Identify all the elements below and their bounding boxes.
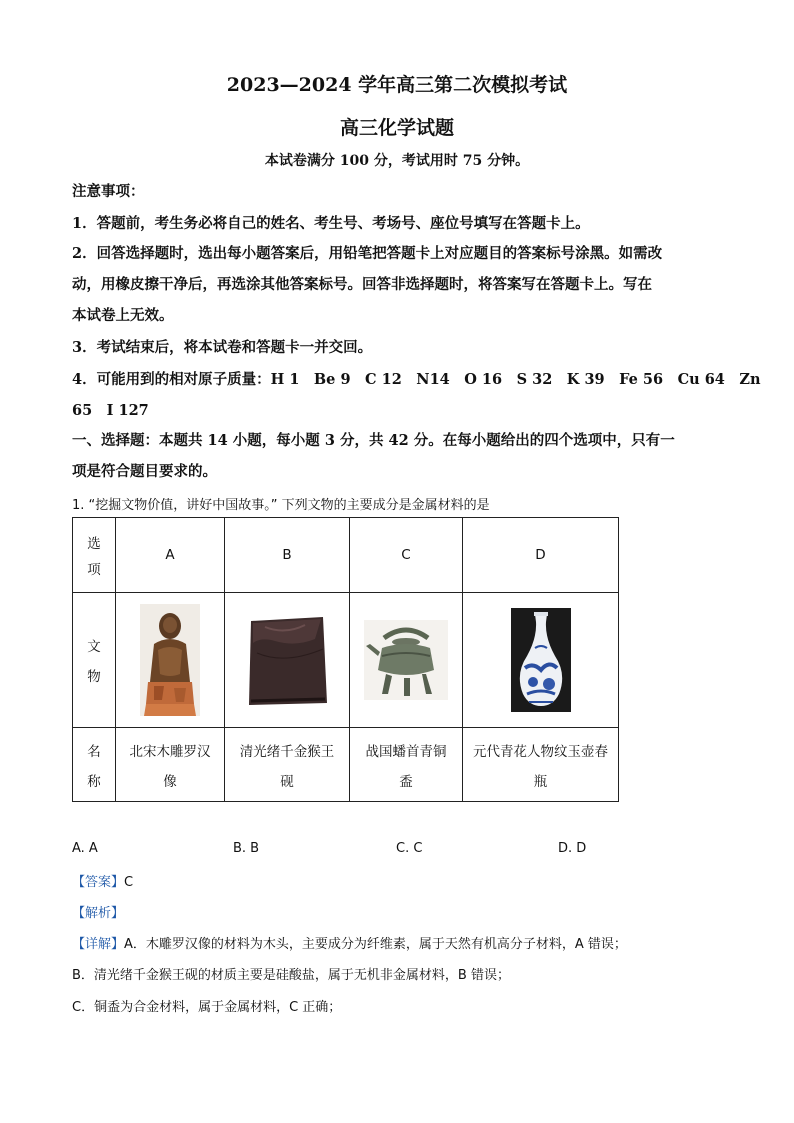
notice-item-2-line-3: 本试卷上无效。 [72, 307, 174, 324]
relic-name-b: 清光绪千金猴王 砚 [225, 728, 350, 802]
choice-c: C. C [396, 841, 423, 856]
relic-name-d: 元代青花人物纹玉壶春 瓶 [463, 728, 619, 802]
exam-note: 本试卷满分 100 分，考试用时 75 分钟。 [264, 153, 530, 169]
inkstone-image [245, 613, 329, 707]
choice-b: B. B [233, 841, 260, 856]
option-a-header: A [116, 518, 225, 593]
relics-table [72, 517, 619, 802]
row-header-options: 选 项 [73, 518, 116, 593]
table-row-options [73, 518, 619, 593]
wooden-arhat-statue-image [140, 604, 200, 716]
blue-white-vase-image [511, 608, 571, 712]
row-header-names: 名 称 [73, 728, 116, 802]
choice-d: D. D [558, 841, 587, 856]
notice-item-3: 3．考试结束后，将本试卷和答题卡一并交回。 [72, 339, 373, 356]
answer-value: C [124, 875, 134, 890]
option-b-header: B [225, 518, 350, 593]
question-stem: 1. “挖掘文物价值，讲好中国故事。” 下列文物的主要成分是金属材料的是 [72, 498, 490, 513]
relic-image-cell-b [225, 593, 350, 728]
detail-c: C．铜盉为合金材料，属于金属材料，C 正确； [72, 1000, 342, 1015]
relic-name-c: 战国蟠首青铜 盉 [350, 728, 463, 802]
notice-item-1: 1．答题前，考生务必将自己的姓名、考生号、考场号、座位号填写在答题卡上。 [72, 215, 590, 232]
relic-image-cell-d [463, 593, 619, 728]
notice-item-2-line-2: 动，用橡皮擦干净后，再选涂其他答案标号。回答非选择题时，将答案写在答题卡上。写在 [72, 276, 652, 293]
answer-line [72, 871, 724, 890]
relic-image-cell-a [116, 593, 225, 728]
option-c-header: C [350, 518, 463, 593]
table-row-relics [73, 593, 619, 728]
exam-title: 2023—2024 学年高三第二次模拟考试 [226, 74, 568, 96]
relic-image-cell-c [350, 593, 463, 728]
analysis-label: 【解析】 [72, 906, 125, 921]
subject-title: 高三化学试题 [339, 117, 454, 139]
notice-item-4-line-1: 4．可能用到的相对原子质量：H 1 Be 9 C 12 N14 O 16 S 32 K 39 Fe 56 Cu 64 Zn [72, 371, 761, 388]
option-d-header: D [463, 518, 619, 593]
notice-heading: 注意事项： [72, 183, 145, 200]
notice-item-4-line-2: 65 I 127 [72, 402, 149, 419]
answer-label: 【答案】 [72, 875, 125, 890]
detail-b: B．清光绪千金猴王砚的材质主要是硅酸盐，属于无机非金属材料，B 错误； [72, 968, 510, 983]
detail-label: 【详解】 [72, 937, 125, 952]
section-heading-line-2: 项是符合题目要求的。 [72, 463, 217, 480]
notice-item-2-line-1: 2．回答选择题时，选出每小题答案后，用铅笔把答题卡上对应题目的答案标号涂黑。如需改 [72, 245, 663, 262]
detail-a: 【详解】A．木雕罗汉像的材料为木头，主要成分为纤维素，属于天然有机高分子材料，A 错误； [72, 937, 627, 952]
relic-name-a: 北宋木雕罗汉 像 [116, 728, 225, 802]
row-header-relics: 文 物 [73, 593, 116, 728]
section-heading-line-1: 一、选择题：本题共 14 小题，每小题 3 分，共 42 分。在每小题给出的四个选项中，只有一 [72, 432, 675, 449]
choice-a: A. A [72, 841, 98, 856]
table-row-names [73, 728, 619, 802]
bronze-vessel-image [364, 620, 448, 700]
